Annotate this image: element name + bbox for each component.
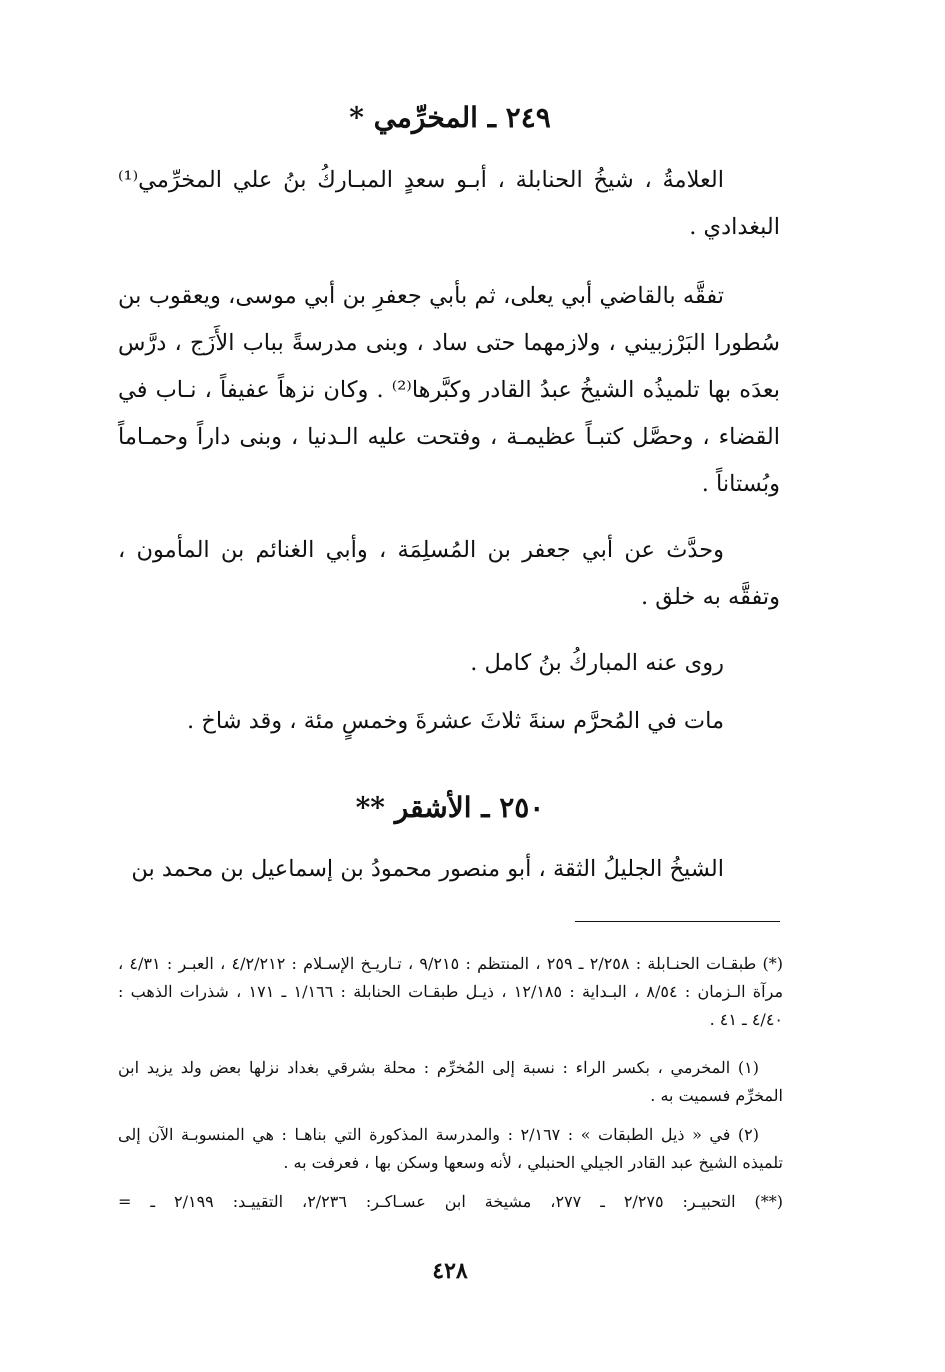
footnote-star: (*) طبقـات الحنـابلة : ٢/٢٥٨ ـ ٢٥٩ ، المنتظم : ٩/٢١٥ ، تـاريـخ الإسـلام : ٤/٢/٢١٢ ، العبـر : ٤/٣١ ، مرآة الـزمان : ٨/٥٤ ، البـداية : ١٢/١٨٥ ، ذيـل طبقـات الحنابلة : ١/١٦٦ ـ ١٧١ ، شذرات الذهب : ٤/٤٠ ـ ٤١ . <box>118 954 784 1029</box>
entry-249-paragraph-5: مات في المُحرَّم سنةَ ثلاثَ عشرةَ وخمسٍ مئة ، وقد شاخ . <box>187 708 724 734</box>
footnote-separator <box>575 921 780 922</box>
entry-heading-249: ٢٤٩ ـ المخرِّمي * <box>349 101 551 134</box>
entry-249-paragraph-4: روى عنه المباركُ بنُ كامل . <box>470 650 724 676</box>
footnote-1: (١) المخرمي ، بكسر الراء : نسبة إلى المُخرِّم : محلة بشرقي بغداد نزلها بعض ولد يزيد ابن المخرِّم فسميت به . <box>118 1058 783 1105</box>
entry-250-paragraph-1: الشيخُ الجليلُ الثقة ، أبو منصور محمودُ بن إسماعيل بن محمد بن <box>131 856 724 882</box>
footnote-2: (٢) في « ذيل الطبقات » : ٢/١٦٧ : والمدرسة المذكورة التي بناهـا : هي المنسوبـة الآن إلى تلميذه الشيخ عبد القادر الجيلي الحنبلي ، لأنه وسعها وسكن بها ، فعرفت به . <box>118 1125 783 1172</box>
entry-249-paragraph-2: تفقَّه بالقاضي أبي يعلى، ثم بأبي جعفرِ بن أبي موسى، ويعقوب بن سُطورا البَرْزبيني ، ولازمهما حتى ساد ، وبنى مدرسةً بباب الأَزَج ، درَّس بعدَه بها تلميذُه الشيخُ عبدُ القادر وكبَّرها⁽²⁾ . وكان نزهاً عفيفاً ، نـاب في القضاء ، وحصَّل كتبـاً عظيمـة ، وفتحت عليه الـدنيا ، وبنى داراً وحمـاماً وبُستاناً . <box>118 283 781 497</box>
page-number: ٤٢٨ <box>432 1258 468 1284</box>
entry-249-paragraph-1: العلامةُ ، شيخُ الحنابلة ، أبـو سعدٍ المبـاركُ بنُ علي المخرِّمي⁽¹⁾ البغدادي . <box>118 167 780 240</box>
footnote-double-star: (**) التحبيـر: ٢/٢٧٥ ـ ٢٧٧، مشيخة ابن عسـاكـر: ٢/٢٣٦، التقييـد: ٢/١٩٩ ـ = <box>118 1192 784 1211</box>
entry-heading-250: ٢٥٠ ـ الأشقر ** <box>355 791 545 824</box>
entry-249-paragraph-3: وحدَّث عن أبي جعفر بن المُسلِمَة ، وأبي الغنائم بن المأمون ، وتفقَّه به خلق . <box>118 537 780 610</box>
